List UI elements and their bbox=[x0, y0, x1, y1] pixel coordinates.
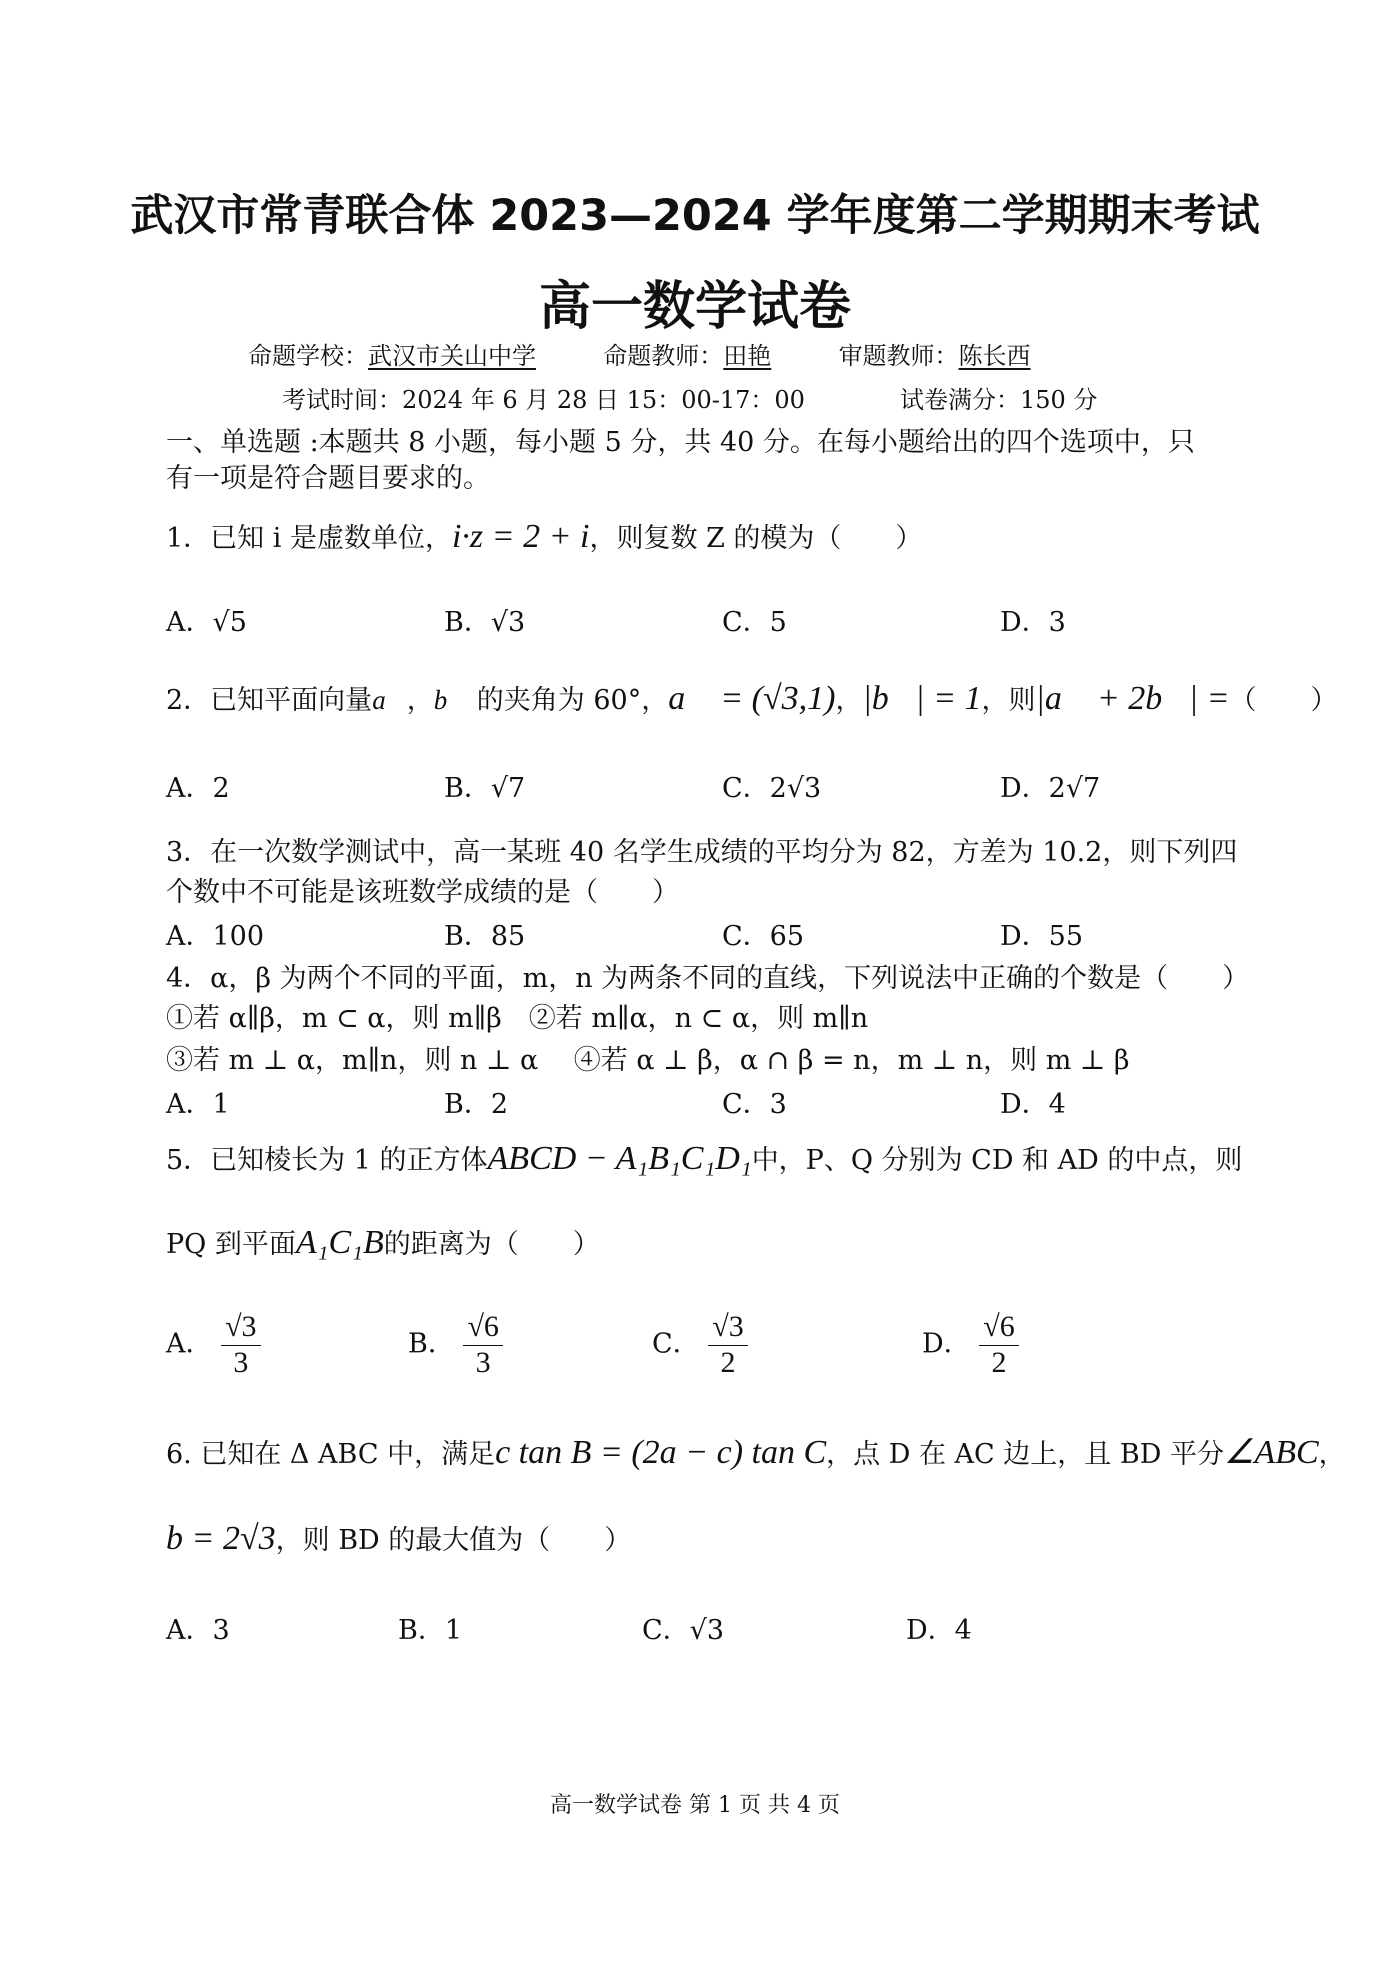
question-3-line2: 个数中不可能是该班数学成绩的是（ ） bbox=[166, 877, 679, 908]
q5-option-a bbox=[166, 1310, 261, 1380]
exam-title: 武汉市常青联合体 2023—2024 学年度第二学期期末考试 bbox=[130, 191, 1260, 241]
q3-option-d: D．55 bbox=[1000, 921, 1084, 952]
q2-option-d: D．2√7 bbox=[1000, 773, 1101, 804]
q5-option-b-fraction bbox=[463, 1310, 502, 1380]
question-6-line2 bbox=[166, 1518, 631, 1558]
q3-option-a: A．100 bbox=[166, 921, 265, 952]
q5-option-a-fraction bbox=[221, 1310, 260, 1380]
q5-option-c bbox=[652, 1310, 748, 1380]
exam-time: 考试时间：2024 年 6 月 28 日 15：00-17：00 bbox=[282, 386, 805, 414]
q4-option-d: D．4 bbox=[1000, 1089, 1066, 1120]
q5-option-d-fraction bbox=[979, 1310, 1018, 1380]
q1-math: i·z = 2 + i bbox=[451, 518, 590, 555]
q6-option-b: B．1 bbox=[398, 1615, 463, 1646]
exam-score: 试卷满分：150 分 bbox=[900, 386, 1098, 414]
q5-plane: A₁C₁B bbox=[295, 1224, 384, 1261]
q5-option-b-numerator: √6 bbox=[463, 1310, 502, 1346]
q2-math-e: |a⃗ + 2b⃗| = bbox=[1035, 680, 1230, 717]
q4-option-a: A．1 bbox=[166, 1089, 230, 1120]
teacher-name: 田艳 bbox=[723, 342, 772, 370]
q4-option-c: C．3 bbox=[722, 1089, 787, 1120]
q2-text-e: （ ） bbox=[1229, 685, 1338, 716]
q5-option-a-denominator: 3 bbox=[233, 1345, 249, 1379]
school-label: 命题学校： bbox=[248, 342, 368, 370]
q5-text-c: PQ 到平面 bbox=[166, 1229, 296, 1260]
section1-heading-line2: 有一项是符合题目要求的。 bbox=[166, 463, 490, 494]
q3-option-b: B．85 bbox=[444, 921, 526, 952]
q4-option-b: B．2 bbox=[444, 1089, 509, 1120]
q2-vector-a: a⃗ bbox=[372, 685, 407, 715]
q6-side-b: b = 2√3 bbox=[166, 1520, 276, 1557]
school-name: 武汉市关山中学 bbox=[368, 342, 536, 370]
q1-option-d: D．3 bbox=[1000, 607, 1066, 638]
q6-equation: c tan B = (2a − c) tan C bbox=[495, 1434, 827, 1471]
q1-text-a: 1．已知 i 是虚数单位， bbox=[166, 523, 452, 554]
q5-option-c-denominator: 2 bbox=[720, 1345, 736, 1379]
section1-heading-line1: 一、单选题 :本题共 8 小题，每小题 5 分，共 40 分。在每小题给出的四个选项中，只 bbox=[166, 427, 1195, 458]
question-4-line1: 4．α，β 为两个不同的平面，m，n 为两条不同的直线，下列说法中正确的个数是（ ） bbox=[166, 963, 1250, 994]
exam-authors bbox=[248, 336, 1031, 371]
q2-option-b: B．√7 bbox=[444, 773, 526, 804]
q5-text-d: 的距离为（ ） bbox=[383, 1229, 600, 1260]
q2-option-a: A．2 bbox=[166, 773, 230, 804]
q2-math-c: a⃗ = (√3,1) bbox=[668, 680, 836, 717]
q5-option-d-label: D． bbox=[922, 1328, 971, 1360]
q6-text-a: 6. 已知在 Δ ABC 中，满足 bbox=[166, 1439, 496, 1470]
q6-text-b: ，点 D 在 AC 边上，且 BD 平分 bbox=[826, 1439, 1224, 1470]
q6-option-a: A．3 bbox=[166, 1615, 230, 1646]
q5-option-b bbox=[408, 1310, 503, 1380]
q6-option-d: D．4 bbox=[906, 1615, 972, 1646]
question-5-line2 bbox=[166, 1222, 600, 1262]
q5-option-a-numerator: √3 bbox=[221, 1310, 260, 1346]
q6-text-d: ，则 BD 的最大值为（ ） bbox=[275, 1525, 632, 1556]
question-1 bbox=[166, 516, 922, 556]
page-footer: 高一数学试卷 第 1 页 共 4 页 bbox=[550, 1793, 840, 1818]
q5-option-c-numerator: √3 bbox=[708, 1310, 747, 1346]
q6-angle: ∠ABC bbox=[1223, 1434, 1319, 1471]
q5-option-b-label: B． bbox=[408, 1328, 455, 1360]
q5-option-b-denominator: 3 bbox=[475, 1345, 491, 1379]
q5-text-b: 中，P、Q 分别为 CD 和 AD 的中点，则 bbox=[751, 1145, 1243, 1176]
q5-option-d bbox=[922, 1310, 1019, 1380]
question-4-statements-1-2: ①若 α∥β，m ⊂ α，则 m∥β ②若 m∥α，n ⊂ α，则 m∥n bbox=[166, 1003, 869, 1034]
q5-option-d-numerator: √6 bbox=[979, 1310, 1018, 1346]
q3-option-c: C．65 bbox=[722, 921, 805, 952]
exam-subtitle: 高一数学试卷 bbox=[538, 277, 851, 337]
q6-text-c: ， bbox=[1318, 1439, 1346, 1470]
q2-math-d: |b⃗| = 1 bbox=[862, 680, 982, 717]
question-6-line1 bbox=[166, 1432, 1346, 1472]
q2-text-c: ， bbox=[835, 685, 863, 716]
q5-cube: ABCD − A₁B₁C₁D₁ bbox=[487, 1140, 752, 1177]
reviewer-name: 陈长西 bbox=[958, 342, 1031, 370]
question-3-line1: 3．在一次数学测试中，高一某班 40 名学生成绩的平均分为 82，方差为 10.2，则下列四 bbox=[166, 837, 1238, 868]
q2-sep: ， bbox=[406, 685, 434, 716]
q5-option-c-fraction bbox=[708, 1310, 747, 1380]
question-5-line1 bbox=[166, 1138, 1242, 1178]
question-2 bbox=[166, 678, 1338, 718]
q1-option-a: A．√5 bbox=[166, 607, 247, 638]
q6-option-c: C．√3 bbox=[642, 1615, 725, 1646]
q5-option-a-label: A． bbox=[166, 1328, 213, 1360]
q5-text-a: 5．已知棱长为 1 的正方体 bbox=[166, 1145, 488, 1176]
q2-text-d: ，则 bbox=[981, 685, 1036, 716]
q1-text-b: ，则复数 Z 的模为（ ） bbox=[589, 523, 923, 554]
q5-option-c-label: C． bbox=[652, 1328, 700, 1360]
q2-text-b: 的夹角为 60°， bbox=[468, 685, 669, 716]
q1-option-c: C．5 bbox=[722, 607, 787, 638]
q1-option-b: B．√3 bbox=[444, 607, 526, 638]
question-4-statements-3-4: ③若 m ⊥ α，m∥n，则 n ⊥ α ④若 α ⊥ β，α ∩ β = n，m ⊥ n，则 m ⊥ β bbox=[166, 1045, 1130, 1076]
q2-option-c: C．2√3 bbox=[722, 773, 822, 804]
q2-vector-b: b⃗ bbox=[433, 685, 469, 715]
reviewer-label: 审题教师： bbox=[838, 342, 959, 370]
teacher-label: 命题教师： bbox=[603, 342, 724, 370]
q5-option-d-denominator: 2 bbox=[991, 1345, 1007, 1379]
q2-text-a: 2．已知平面向量 bbox=[166, 685, 373, 716]
